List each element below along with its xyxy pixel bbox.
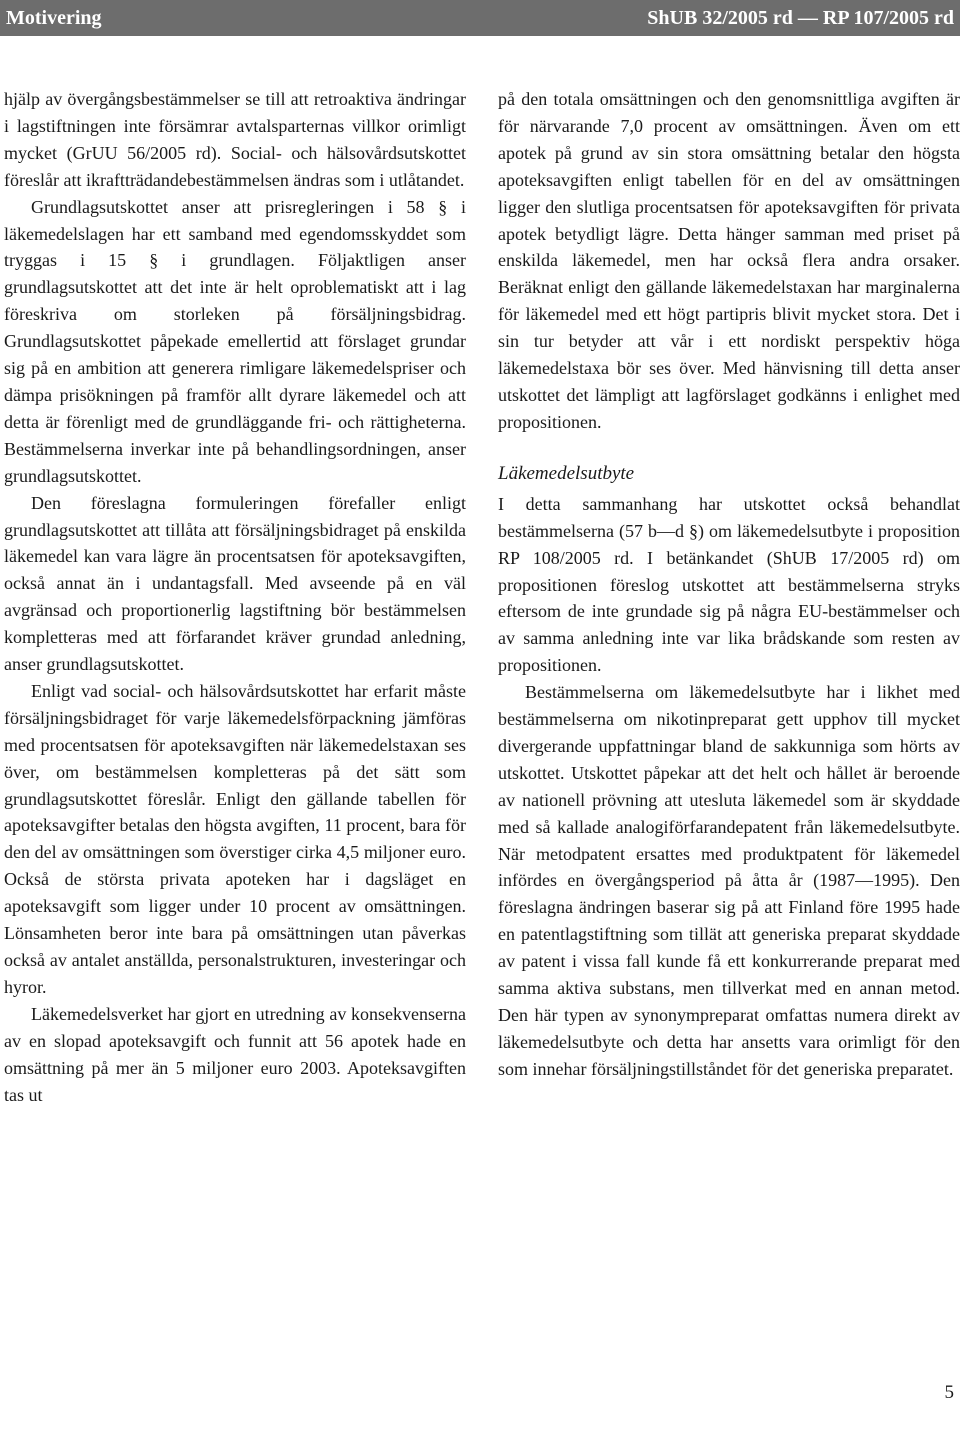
right-column [498,86,960,1083]
body-paragraph: Den föreslagna formuleringen förefaller enligt grundlagsutskottet att tillåta att försäljningsbidraget på enskilda läkemedel kan vara lägre än procentsatsen för apoteksavgiften, också annat än i undantagsfall. Med avseende på en väl avgränsad och proportionerlig lagstiftning bör bestämmelsen kompletteras med att förfarandet kräver grundad anledning, anser grundlagsutskottet. [4,492,466,675]
body-paragraph: I detta sammanhang har utskottet också behandlat bestämmelserna (57 b—d §) om läkemedelsutbyte i proposition RP 108/2005 rd. I betänkandet (ShUB 17/2005 rd) om propositionen föreslog utskottet att bestämmelserna stryks eftersom de inte grundade sig på några EU-bestämmelser och av samma anledning inte var lika brådskande som resten av propositionen. [498,493,960,676]
body-paragraph: Grundlagsutskottet anser att prisregleringen i 58 § i läkemedelslagen har ett samband med egendomsskyddet som tryggas i 15 § i grundlagen. Följaktligen anser grundlagsutskottet att det inte är helt oproblematiskt att i lag föreskriva om storleken på försäljningsbidrag. Grundlagsutskottet påpekade emellertid att förslaget grundar sig på en ambition att generera rimligare läkemedelspriser och dämpa prisökningen på framför allt dyrare läkemedel och att detta är förenligt med de grundläggande fri- och rättigheterna. Bestämmelserna inverkar inte på behandlingsordningen, anser grundlagsutskottet. [4,196,466,486]
left-column [4,86,466,1108]
subheading: Läkemedelsutbyte [498,462,635,484]
body-paragraph: på den totala omsättningen och den genomsnittliga avgiften är för närvarande 7,0 procent av omsättningen. Även om ett apotek på grund av sin stora omsättning betalar den högsta apoteksavgiften enligt tabellen för en del av omsättningen ligger den slutliga procentsatsen för apoteksavgiften för privata apotek betydligt lägre. Detta hänger samman med priset på enskilda läkemedel, men har också flera andra orsaker. Beräknat enligt den gällande läkemedelstaxan har marginalerna för läkemedel med ett högt partipris blivit mycket stora. Det i sin tur betyder att vår i ett nordiskt perspektiv höga läkemedelstaxa bör ses över. Med hänvisning till detta anser utskottet det lämpligt att lagförslaget godkänns i enlighet med propositionen. [498,89,960,432]
running-header [0,0,960,36]
page-number: 5 [944,1382,954,1403]
section-title: Motivering [6,7,102,29]
body-paragraph: hjälp av övergångsbestämmelser se till att retroaktiva ändringar i lagstiftningen inte försämrar avtalsparternas villkor orimligt mycket (GrUU 56/2005 rd). Social- och hälsovårdsutskottet föreslår att ikraftträdandebestämmelsen ändras som i utlåtandet. [4,89,466,190]
body-paragraph: Bestämmelserna om läkemedelsutbyte har i likhet med bestämmelserna om nikotinpreparat gett upphov till mycket divergerande uppfattningar bland de sakkunniga som hörts av utskottet. Utskottet påpekar att det helt och hållet är beroende av nationell prövning att utesluta läkemedel som är skyddade med så kallade analogiförfarandepatent från läkemedelsutbyte. När metodpatent ersattes med produktpatent för läkemedel infördes en övergångsperiod på åtta år (1987—1995). Den föreslagna ändringen baserar sig på att Finland före 1995 hade en patentlagstiftning som tillät att generiska preparat skyddade av patent i vissa fall kunde få ett konkurrerande preparat med samma aktiva substans, men tillverkat med en annan metod. Den här typen av synonympreparat omfattas numera direkt av läkemedelsutbyte och detta har ansetts vara orimligt för den som innehar försäljningstillståndet för det generiska preparatet. [498,682,960,1079]
body-paragraph: Enligt vad social- och hälsovårdsutskottet har erfarit måste försäljningsbidraget för varje läkemedelsförpackning jämföras med procentsatsen för apoteksavgiften när läkemedelstaxan ses över, om bestämmelsen kompletteras på det sätt som grundlagsutskottet föreslår. Enligt den gällande tabellen för apoteksavgifter betalas den högsta avgiften, 11 procent, bara för den del av omsättningen som överstiger cirka 4,5 miljoner euro. Också de största privata apoteken har i dagsläget en apoteksavgift som ligger under 10 procent av omsättningen. Lönsamheten beror inte bara på omsättningen utan påverkas också av antalet anställda, personalstrukturen, investeringar och hyror. [4,680,466,997]
body-paragraph: Läkemedelsverket har gjort en utredning av konsekvenserna av en slopad apoteksavgift och funnit att 56 apotek hade en omsättning på mer än 5 miljoner euro 2003. Apoteksavgiften tas ut [4,1003,466,1105]
document-reference: ShUB 32/2005 rd — RP 107/2005 rd [647,7,954,29]
